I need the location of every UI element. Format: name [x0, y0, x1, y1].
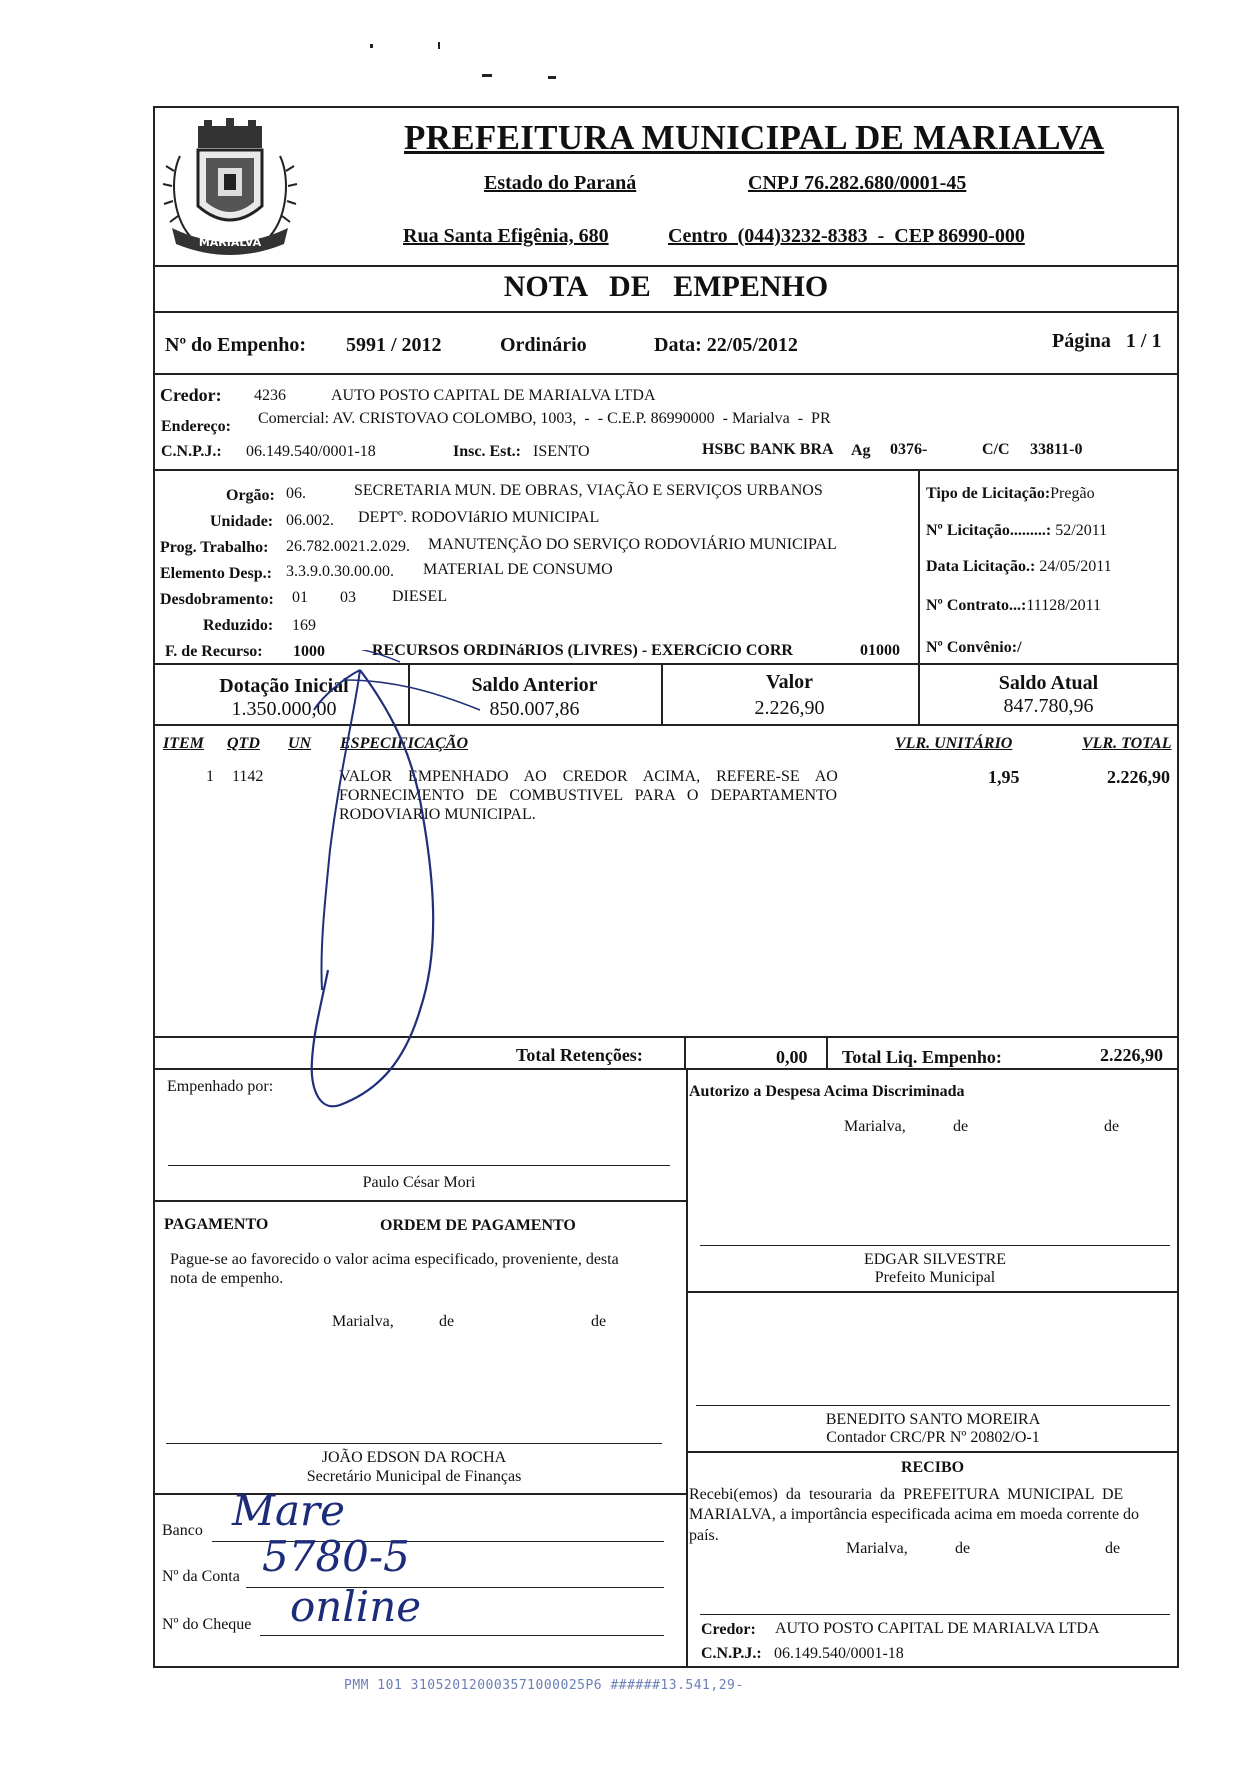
scan-mark: [548, 76, 556, 79]
cheque-label: Nº do Cheque: [162, 1616, 252, 1633]
valor-label: Valor: [765, 671, 814, 693]
orgao-code: 06.: [286, 485, 306, 502]
desdob-name: DIESEL: [392, 588, 448, 605]
credor-agency: 0376-: [890, 441, 928, 458]
recurso-name: RECURSOS ORDINáRIOS (LIVRES) - EXERCíCIO CORR: [372, 642, 793, 659]
recibo-text-line3: país.: [689, 1527, 719, 1544]
municipal-crest-icon: [160, 116, 300, 264]
divider: [153, 663, 1179, 665]
header-cnpj: CNPJ 76.282.680/0001-45: [748, 172, 967, 194]
row-total-value: 2.226,90: [1107, 767, 1170, 787]
row-desc-line3: RODOVIARIO MUNICIPAL.: [339, 806, 536, 823]
recibo-cnpj-value: 06.149.540/0001-18: [774, 1645, 904, 1662]
divider: [686, 1068, 688, 1668]
cheque-handwritten: online: [290, 1582, 422, 1631]
reduzido-label: Reduzido:: [203, 617, 274, 634]
pagamento-city: Marialva,: [332, 1313, 394, 1330]
divider: [918, 469, 920, 663]
divider: [153, 1068, 1179, 1070]
pagamento-text-line1: Pague-se ao favorecido o valor acima especificado, proveniente, desta: [170, 1251, 619, 1268]
secretario-role: Secretário Municipal de Finanças: [306, 1468, 522, 1485]
row-item: 1: [206, 768, 214, 785]
signature-line: [168, 1165, 670, 1166]
saldo-atual-value: 847.780,96: [1003, 695, 1094, 717]
page-number: Página 1 / 1: [1052, 330, 1162, 352]
divider: [153, 469, 1179, 471]
col-item: ITEM: [163, 735, 204, 752]
desdob-a: 01: [292, 589, 308, 606]
row-desc-line1: VALOR EMPENHADO AO CREDOR ACIMA, REFERE-SE AO: [339, 768, 838, 785]
unidade-label: Unidade:: [210, 513, 274, 530]
total-retencoes-value: 0,00: [776, 1047, 808, 1067]
recibo-city: Marialva,: [846, 1540, 908, 1557]
recibo-title: RECIBO: [900, 1459, 965, 1476]
col-unit-value: VLR. UNITÁRIO: [895, 735, 1013, 752]
licitacao-date-label: Data Licitação.:: [926, 558, 1036, 575]
scan-mark: [482, 74, 492, 77]
saldo-anterior-value: 850.007,86: [489, 698, 580, 720]
empenho-date: Data: 22/05/2012: [654, 334, 798, 356]
pagamento-text-line2: nota de empenho.: [170, 1270, 284, 1287]
divider: [153, 311, 1179, 313]
row-unit-value: 1,95: [988, 767, 1020, 787]
conta-label: Nº da Conta: [162, 1568, 240, 1585]
prog-name: MANUTENÇÃO DO SERVIÇO RODOVIÁRIO MUNICIPAL: [428, 536, 837, 553]
tipo-licitacao-value: Pregão: [1050, 485, 1095, 502]
contrato-value: 11128/2011: [1026, 597, 1102, 614]
credor-address: Comercial: AV. CRISTOVAO COLOMBO, 1003, - - C.E.P. 86990000 - Marialva - PR: [258, 410, 831, 427]
tipo-licitacao-label: Tipo de Licitação:: [926, 485, 1051, 502]
row-desc-line2: FORNECIMENTO DE COMBUSTIVEL PARA O DEPARTAMENTO: [339, 787, 838, 804]
cheque-field-line: [260, 1635, 664, 1636]
divider: [153, 1200, 686, 1202]
credor-bank: HSBC BANK BRA: [702, 441, 834, 458]
recurso-code: 1000: [293, 643, 325, 660]
recibo-text-line1: Recebi(emos) da tesouraria da PREFEITURA MUNICIPAL DE: [689, 1486, 1124, 1503]
empenhado-por-label: Empenhado por:: [167, 1078, 274, 1095]
recibo-credor-label: Credor:: [701, 1621, 756, 1638]
account-label: C/C: [982, 441, 1010, 458]
col-total-value: VLR. TOTAL: [1082, 735, 1172, 752]
col-qtd: QTD: [227, 735, 260, 752]
signature-line: [166, 1443, 662, 1444]
header-state: Estado do Paraná: [484, 172, 637, 194]
agency-label: Ag: [851, 442, 871, 459]
conta-handwritten: 5780-5: [262, 1532, 410, 1581]
autorizo-label: Autorizo a Despesa Acima Discriminada: [689, 1083, 965, 1100]
autorizo-city: Marialva,: [844, 1118, 906, 1135]
cnpj-label: C.N.P.J.:: [161, 443, 222, 460]
ordem-pagamento-label: ORDEM DE PAGAMENTO: [380, 1217, 576, 1234]
reduzido-value: 169: [292, 617, 316, 634]
contador-role: Contador CRC/PR Nº 20802/O-1: [826, 1429, 1040, 1446]
credor-label: Credor:: [160, 385, 222, 405]
dotacao-value: 1.350.000,00: [231, 698, 337, 720]
licitacao-date-value: 24/05/2011: [1039, 558, 1112, 575]
row-qtd: 1142: [232, 768, 264, 785]
contador-name: BENEDITO SANTO MOREIRA: [825, 1411, 1041, 1428]
signature-line: [700, 1245, 1170, 1246]
saldo-atual-label: Saldo Atual: [998, 672, 1099, 694]
recibo-cnpj-label: C.N.P.J.:: [701, 1645, 762, 1662]
autorizo-date-de1: de: [953, 1118, 969, 1135]
saldo-anterior-label: Saldo Anterior: [471, 674, 598, 696]
scan-mark: [438, 42, 440, 49]
licitacao-num-value: 52/2011: [1055, 522, 1108, 539]
prefeito-name: EDGAR SILVESTRE: [863, 1251, 1007, 1268]
empenho-number-label: Nº do Empenho:: [165, 334, 307, 356]
dotacao-label: Dotação Inicial: [219, 675, 349, 697]
credor-name: AUTO POSTO CAPITAL DE MARIALVA LTDA: [331, 387, 656, 404]
desdob-b: 03: [340, 589, 356, 606]
total-retencoes-label: Total Retenções:: [516, 1045, 643, 1065]
header-address: Centro (044)3232-8383 - CEP 86990-000: [668, 225, 1025, 247]
signature-line: [700, 1614, 1170, 1615]
pagamento-date-de1: de: [439, 1313, 455, 1330]
elemento-label: Elemento Desp.:: [160, 565, 272, 582]
signature-line: [696, 1405, 1170, 1406]
col-especificacao: ESPECIFICAÇÃO: [340, 735, 469, 752]
divider: [826, 1036, 828, 1068]
convenio-label: Nº Convênio:/: [926, 639, 1022, 656]
recurso-label: F. de Recurso:: [165, 643, 263, 660]
credor-cnpj: 06.149.540/0001-18: [246, 443, 376, 460]
ie-label: Insc. Est.:: [453, 443, 522, 460]
credor-account: 33811-0: [1030, 441, 1083, 458]
divider: [153, 724, 1179, 726]
divider: [686, 1291, 1179, 1293]
recibo-credor-name: AUTO POSTO CAPITAL DE MARIALVA LTDA: [775, 1620, 1100, 1637]
unidade-code: 06.002.: [286, 512, 334, 529]
credor-ie: ISENTO: [533, 443, 590, 460]
divider: [153, 373, 1179, 375]
prefeito-role: Prefeito Municipal: [874, 1269, 996, 1286]
divider: [153, 265, 1179, 267]
autorizo-date-de2: de: [1104, 1118, 1120, 1135]
divider: [684, 1036, 686, 1068]
col-un: UN: [288, 735, 312, 752]
credor-code: 4236: [254, 387, 286, 404]
banco-label: Banco: [162, 1522, 203, 1539]
recibo-text-line2: MARIALVA, a importância especificada acima em moeda corrente do: [689, 1506, 1140, 1523]
total-liquido-value: 2.226,90: [1100, 1045, 1163, 1065]
pagamento-label: PAGAMENTO: [164, 1216, 269, 1233]
licitacao-num-label: Nº Licitação.........:: [926, 522, 1052, 539]
divider: [686, 1451, 1179, 1453]
divider: [153, 1036, 1179, 1038]
desdob-label: Desdobramento:: [160, 591, 274, 608]
empenhado-por-name: Paulo César Mori: [362, 1174, 476, 1191]
footer-code: PMM 101 310520120003571000025P6 ######13.541,29-: [344, 1678, 744, 1693]
svg-text:MARIALVA: MARIALVA: [198, 236, 262, 249]
prog-label: Prog. Trabalho:: [160, 539, 269, 556]
orgao-label: Orgão:: [226, 487, 275, 504]
header-title: PREFEITURA MUNICIPAL DE MARIALVA: [404, 118, 1105, 157]
address-label: Endereço:: [161, 418, 231, 435]
empenho-number: 5991 / 2012: [346, 334, 442, 356]
elemento-code: 3.3.9.0.30.00.00.: [286, 563, 394, 580]
recibo-date-de1: de: [955, 1540, 971, 1557]
elemento-name: MATERIAL DE CONSUMO: [423, 561, 613, 578]
unidade-name: DEPTº. RODOVIáRIO MUNICIPAL: [358, 509, 600, 526]
contrato-label: Nº Contrato...:: [926, 597, 1027, 614]
valor-value: 2.226,90: [754, 697, 825, 719]
total-liquido-label: Total Liq. Empenho:: [842, 1047, 1002, 1067]
document-title: NOTA DE EMPENHO: [503, 270, 829, 303]
header-street: Rua Santa Efigênia, 680: [403, 225, 609, 247]
orgao-name: SECRETARIA MUN. DE OBRAS, VIAÇÃO E SERVIÇOS URBANOS: [354, 482, 823, 499]
pagamento-date-de2: de: [591, 1313, 607, 1330]
empenho-type: Ordinário: [500, 334, 587, 356]
recurso-number: 01000: [860, 642, 900, 659]
scan-mark: [370, 44, 373, 48]
prog-code: 26.782.0021.2.029.: [286, 538, 410, 555]
banco-handwritten: Mare: [232, 1486, 345, 1535]
recibo-date-de2: de: [1105, 1540, 1121, 1557]
secretario-name: JOÃO EDSON DA ROCHA: [321, 1449, 507, 1466]
